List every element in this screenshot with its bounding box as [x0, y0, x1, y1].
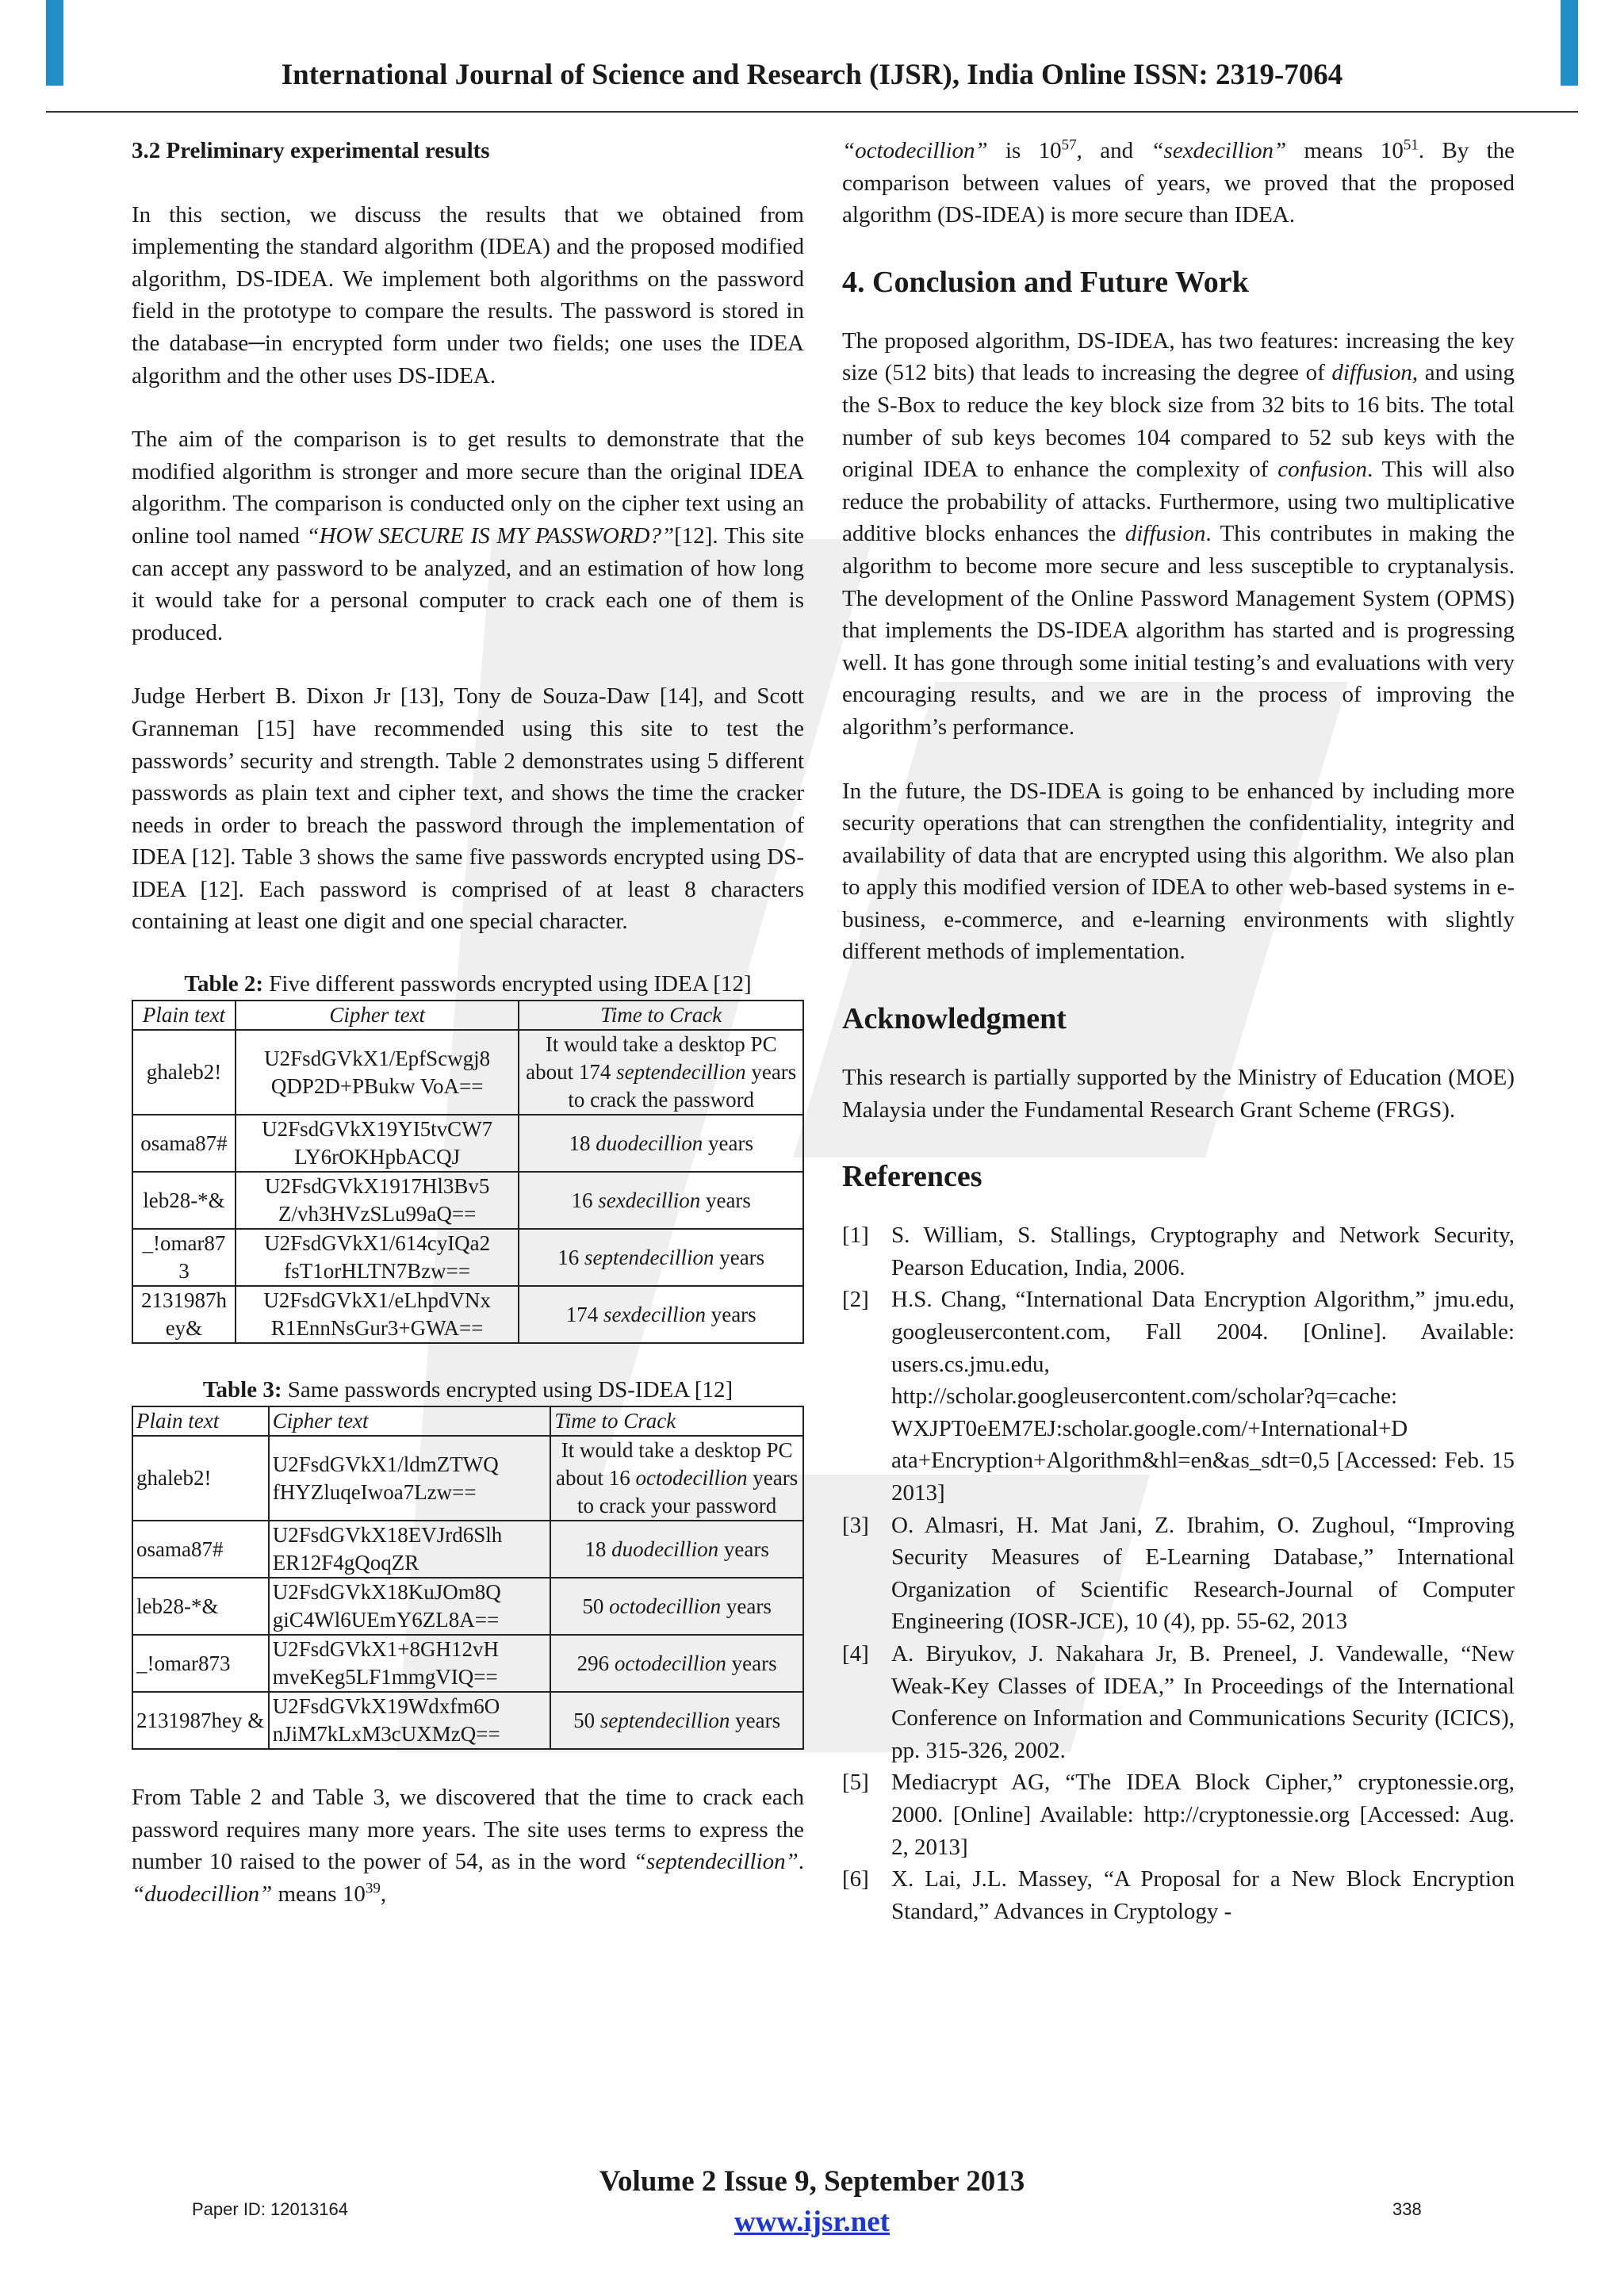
table-row — [132, 1286, 803, 1343]
footer-paper-id: Paper ID: 12013164 — [192, 2199, 348, 2219]
plain-text-cell: ghaleb2! — [132, 1436, 269, 1521]
footer-website-link[interactable]: www.ijsr.net — [734, 2206, 890, 2238]
left-column — [132, 135, 804, 1942]
plain-text-cell: osama87# — [132, 1115, 236, 1172]
time-to-crack-cell: 16 septendecillion years — [519, 1229, 803, 1286]
table-row — [132, 1692, 803, 1749]
plain-text-cell: _!omar87 3 — [132, 1229, 236, 1286]
table-row — [132, 1521, 803, 1578]
cipher-text-cell: U2FsdGVkX1917Hl3Bv5 Z/vh3HVzSLu99aQ== — [236, 1172, 519, 1229]
reference-url: http://scholar.googleusercontent.com/scholar?q=cache: WXJPT0eEM7EJ:scholar.google.com/+International+D ata+Encryption+Algorithm&hl=en&as_sdt=0,5 [Accessed: Feb. 15 2013] — [891, 1383, 1515, 1506]
plain-text-cell: leb28-*& — [132, 1172, 236, 1229]
reference-item: [1] S. William, S. Stallings, Cryptography and Network Security, Pearson Education, India, 2006. — [842, 1223, 1515, 1280]
table2 — [132, 1000, 804, 1344]
reference-list — [842, 1219, 1515, 1927]
reference-item: [4] A. Biryukov, J. Nakahara Jr, B. Preneel, J. Vandewalle, “New Weak-Key Classes of IDEA,” In Proceedings of the International Conference on Information and Communications Security (ICICS), pp. 315-326, 2002. — [842, 1640, 1515, 1763]
section-heading-acknowledgment: Acknowledgment — [842, 1002, 1067, 1036]
time-to-crack-cell: 50 septendecillion years — [550, 1692, 803, 1749]
table-row — [132, 1578, 803, 1635]
cipher-text-cell: U2FsdGVkX1/ldmZTWQ fHYZluqeIwoa7Lzw== — [269, 1436, 551, 1521]
table-header-cell: Cipher text — [269, 1406, 551, 1436]
reference-item: [3] O. Almasri, H. Mat Jani, Z. Ibrahim, O. Zughoul, “Improving Security Measures of E-Learning Database,” International Organization of Scientific Research-Journal of Computer Engineering (IOSR-JCE), 10 (4), pp. 55-62, 2013 — [842, 1512, 1515, 1635]
time-to-crack-cell: 174 sexdecillion years — [519, 1286, 803, 1343]
section-heading-references: References — [842, 1160, 982, 1194]
table-row — [132, 1436, 803, 1521]
cipher-text-cell: U2FsdGVkX1/614cyIQa2 fsT1orHLTN7Bzw== — [236, 1229, 519, 1286]
table2-caption: Table 2: Five different passwords encrypted using IDEA [12] — [184, 971, 752, 997]
journal-header-title: International Journal of Science and Research (IJSR), India Online ISSN: 2319-7064 — [281, 59, 1343, 91]
plain-text-cell: 2131987h ey& — [132, 1286, 236, 1343]
section-heading-conclusion: 4. Conclusion and Future Work — [842, 265, 1249, 299]
table-header-cell: Plain text — [132, 1406, 269, 1436]
time-to-crack-cell: 18 duodecillion years — [519, 1115, 803, 1172]
plain-text-cell: 2131987hey & — [132, 1692, 269, 1749]
plain-text-cell: leb28-*& — [132, 1578, 269, 1635]
paragraph-comparison-end: “octodecillion” is $10^{57}$, and “sexdecillion” means $10^{51}$. By the comparison between values of years, we proved that the proposed algorithm (DS-IDEA) is more secure than IDEA. — [842, 136, 1515, 228]
reference-item: [2] H.S. Chang, “International Data Encryption Algorithm,” jmu.edu, googleusercontent.com, Fall 2004. [Online]. Available: users.cs.jmu.edu, http://scholar.googleusercontent.com/scholar?q=cache: WXJPT0eEM7EJ:scholar.google.com/+International+D ata+Encryption+Algorithm&hl=en&as_sdt=0,5 [Accessed: Feb. 15 2013] — [842, 1284, 1515, 1509]
plain-text-cell: ghaleb2! — [132, 1030, 236, 1115]
paragraph-discussion: From Table 2 and Table 3, we discovered that the time to crack each password requires many more years. The site uses terms to express the number 10 raised to the power of 54, as in the word “septendecillion”. “duodecillion” means $10^{39}$, — [132, 1785, 804, 1907]
table-header-cell: Time to Crack — [519, 1001, 803, 1030]
paragraph-future-work: In the future, the DS-IDEA is going to be enhanced by including more security operations that can strengthen the confidentiality, integrity and availability of data that are encrypted using this algorithm. We also plan to apply this modified version of IDEA to other web-based systems in e-business, e-commerce, and e-learning environments with slightly different methods of implementation. — [842, 778, 1515, 965]
footer-page-number: 338 — [1392, 2199, 1422, 2219]
footer-volume: Volume 2 Issue 9, September 2013 — [599, 2165, 1025, 2198]
table-header-cell: Plain text — [132, 1001, 236, 1030]
cipher-text-cell: U2FsdGVkX1/eLhpdVNx R1EnnNsGur3+GWA== — [236, 1286, 519, 1343]
paragraph-aim: The aim of the comparison is to get results to demonstrate that the modified algorithm is stronger and more secure than the original IDEA algorithm. The comparison is conducted only on the cipher text using an online tool named “HOW SECURE IS MY PASSWORD?”[12]. This site can accept any password to be analyzed, and an estimation of how long it would take for a personal computer to crack each one of them is produced. — [132, 427, 804, 645]
table3-caption: Table 3: Same passwords encrypted using DS-IDEA [12] — [202, 1377, 733, 1403]
table-header-row — [132, 1001, 803, 1030]
cipher-text-cell: U2FsdGVkX19Wdxfm6O nJiM7kLxM3cUXMzQ== — [269, 1692, 551, 1749]
reference-item: [6] X. Lai, J.L. Massey, “A Proposal for a New Block Encryption Standard,” Advances in Cryptology - — [842, 1866, 1515, 1924]
time-to-crack-cell: 296 octodecillion years — [550, 1635, 803, 1692]
time-to-crack-cell: It would take a desktop PC about 16 octodecillion years to crack your password — [550, 1436, 803, 1521]
table-header-cell: Cipher text — [236, 1001, 519, 1030]
plain-text-cell: osama87# — [132, 1521, 269, 1578]
table-row — [132, 1115, 803, 1172]
table-row — [132, 1030, 803, 1115]
right-column — [842, 135, 1515, 1927]
cipher-text-cell: U2FsdGVkX18EVJrd6Slh ER12F4gQoqZR — [269, 1521, 551, 1578]
reference-item: [5] Mediacrypt AG, “The IDEA Block Cipher,” cryptonessie.org, 2000. [Online] Available: http://cryptonessie.org [Accessed: Aug. 2, 2013] — [842, 1770, 1515, 1860]
table-row — [132, 1229, 803, 1286]
plain-text-cell: _!omar873 — [132, 1635, 269, 1692]
cipher-text-cell: U2FsdGVkX19YI5tvCW7 LY6rOKHpbACQJ — [236, 1115, 519, 1172]
table-row — [132, 1172, 803, 1229]
section-heading-3-2: 3.2 Preliminary experimental results — [132, 138, 490, 163]
table-row — [132, 1635, 803, 1692]
cipher-text-cell: U2FsdGVkX1/EpfScwgj8 QDP2D+PBukw VoA== — [236, 1030, 519, 1115]
table-header-cell: Time to Crack — [550, 1406, 803, 1436]
table3 — [132, 1406, 804, 1750]
paragraph-conclusion: The proposed algorithm, DS-IDEA, has two features: increasing the key size (512 bits) that leads to increasing the degree of diffusion, and using the S-Box to reduce the key block size from 32 bits to 16 bits. The total number of sub keys becomes 104 compared to 52 sub keys with the original IDEA to enhance the complexity of confusion. This will also reduce the probability of attacks. Furthermore, using two multiplicative additive blocks enhances the diffusion. This contributes in making the algorithm to become more secure and less susceptible to cryptanalysis. The development of the Online Password Management System (OPMS) that implements the DS-IDEA algorithm has started and is progressing well. It has gone through some initial testing’s and evaluations with very encouraging results, and we are in the process of improving the algorithm’s performance. — [842, 327, 1515, 740]
time-to-crack-cell: 50 octodecillion years — [550, 1578, 803, 1635]
table-header-row — [132, 1406, 803, 1436]
cipher-text-cell: U2FsdGVkX18KuJOm8Q giC4Wl6UEmY6ZL8A== — [269, 1578, 551, 1635]
time-to-crack-cell: 16 sexdecillion years — [519, 1172, 803, 1229]
cipher-text-cell: U2FsdGVkX1+8GH12vH mveKeg5LF1mmgVIQ== — [269, 1635, 551, 1692]
paragraph-intro: In this section, we discuss the results that we obtained from implementing the standard algorithm (IDEA) and the proposed modified algorithm, DS-IDEA. We implement both algorithms on the password field in the prototype to compare the results. The password is stored in the database─in encrypted form under two fields; one uses the IDEA algorithm and the other uses DS-IDEA. — [132, 201, 804, 388]
paragraph-acknowledgment: This research is partially supported by the Ministry of Education (MOE) Malaysia under the Fundamental Research Grant Scheme (FRGS). — [842, 1065, 1515, 1123]
time-to-crack-cell: 18 duodecillion years — [550, 1521, 803, 1578]
time-to-crack-cell: It would take a desktop PC about 174 septendecillion years to crack the password — [519, 1030, 803, 1115]
paragraph-judges: Judge Herbert B. Dixon Jr [13], Tony de Souza-Daw [14], and Scott Granneman [15] have recommended using this site to test the passwords’ security and strength. Table 2 demonstrates using 5 different passwords as plain text and cipher text, and shows the time the cracker needs in order to breach the password through the implementation of IDEA [12]. Table 3 shows the same five passwords encrypted using DS-IDEA [12]. Each password is comprised of at least 8 characters containing at least one digit and one special character. — [132, 683, 804, 935]
header-rule — [46, 111, 1578, 113]
